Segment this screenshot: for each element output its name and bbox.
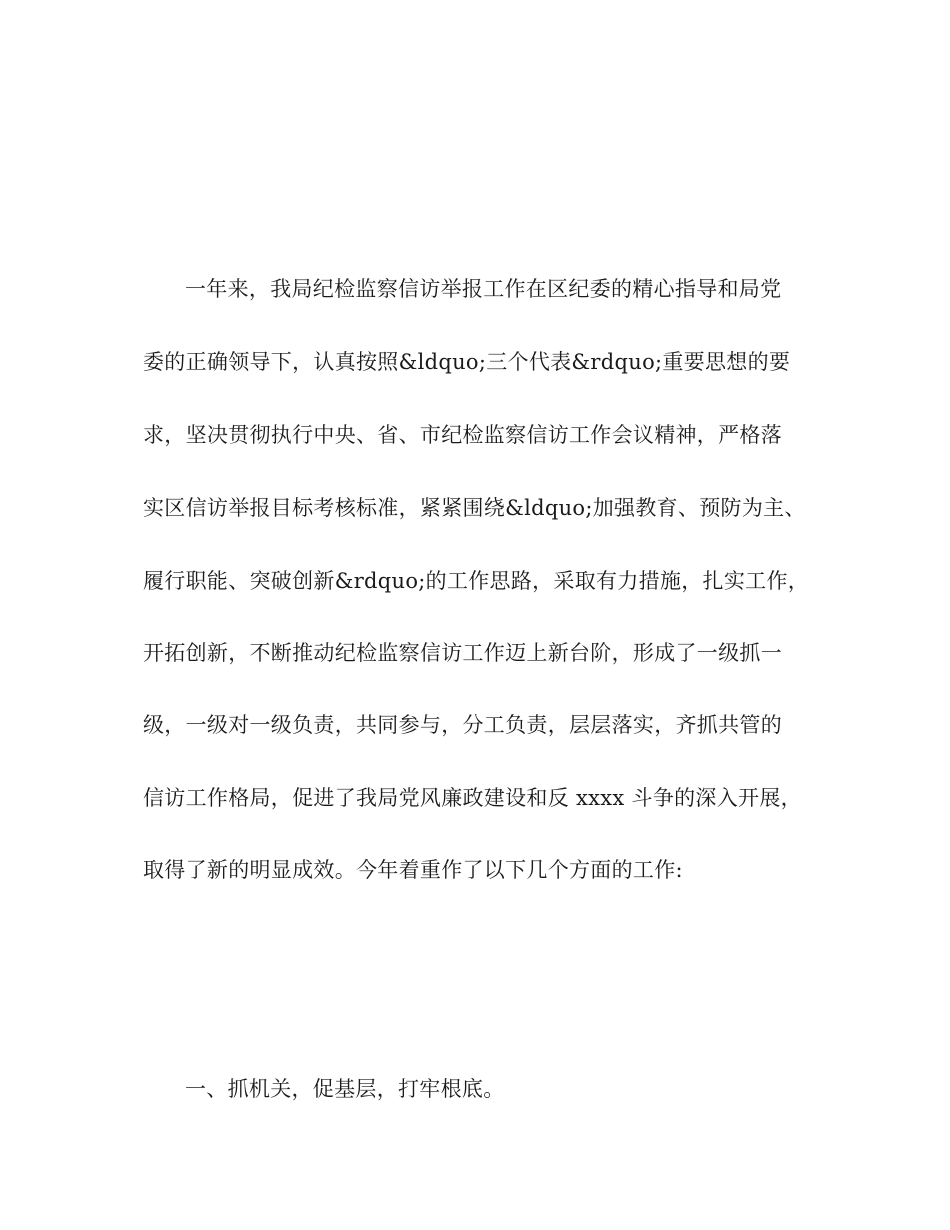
paragraph-line-4: 实区信访举报目标考核标准，紧紧围绕&ldquo;加强教育、预防为主、: [143, 496, 806, 520]
paragraph-line-3: 求，坚决贯彻执行中央、省、市纪检监察信访工作会议精神，严格落: [143, 423, 782, 447]
paragraph-line-2: 委的正确领导下，认真按照&ldquo;三个代表&rdquo;重要思想的要: [143, 350, 791, 374]
section-heading: 一、抓机关，促基层，打牢根底。: [185, 1077, 505, 1101]
paragraph-line-9: 取得了新的明显成效。今年着重作了以下几个方面的工作:: [143, 858, 683, 882]
paragraph-line-7: 级，一级对一级负责，共同参与，分工负责，层层落实，齐抓共管的: [143, 713, 782, 737]
paragraph-line-8: 信访工作格局，促进了我局党风廉政建设和反 xxxx 斗争的深入开展，: [143, 786, 802, 810]
paragraph-line-5: 履行职能、突破创新&rdquo;的工作思路，采取有力措施，扎实工作，: [143, 569, 810, 593]
paragraph-line-6: 开拓创新，不断推动纪检监察信访工作迈上新台阶，形成了一级抓一: [143, 641, 782, 665]
paragraph-line-1: 一年来，我局纪检监察信访举报工作在区纪委的精心指导和局党: [185, 277, 782, 301]
